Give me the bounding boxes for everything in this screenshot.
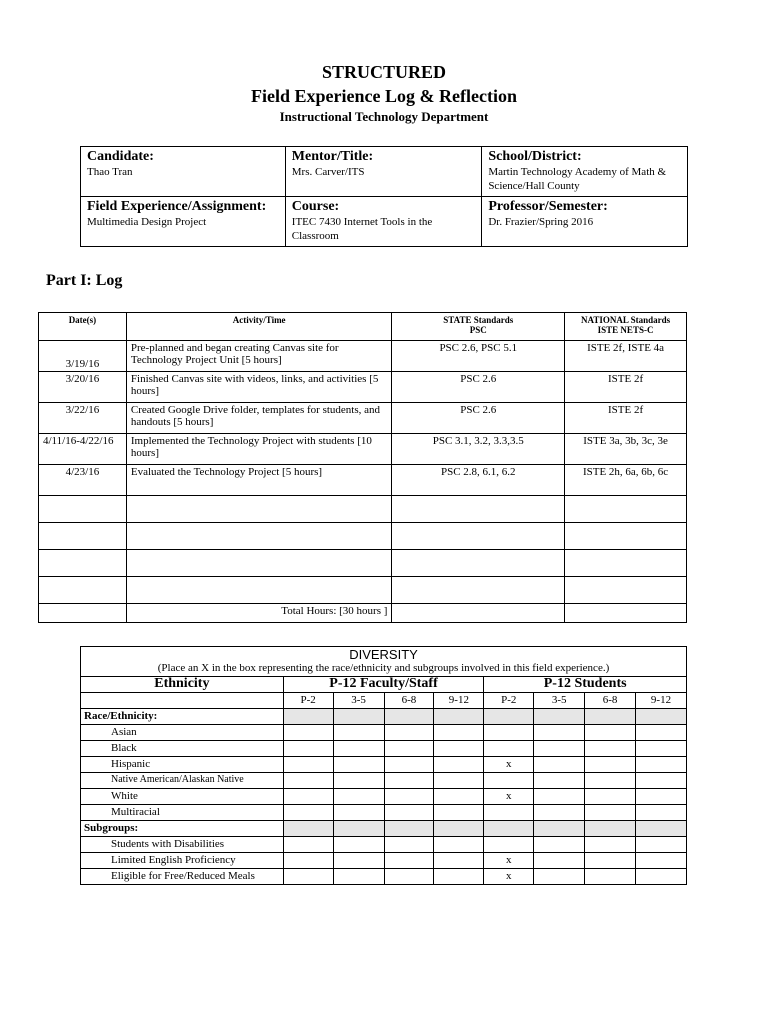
grade-header: 6-8 <box>384 693 434 709</box>
check-cell[interactable] <box>283 741 333 757</box>
diversity-row <box>81 869 687 885</box>
check-cell[interactable] <box>585 741 636 757</box>
check-cell[interactable] <box>534 789 585 805</box>
check-cell[interactable] <box>384 789 434 805</box>
log-national-standards: ISTE 2f <box>565 403 687 434</box>
race-heading-row <box>81 709 687 725</box>
check-cell[interactable]: x <box>484 853 534 869</box>
grade-header-row <box>81 693 687 709</box>
log-header-national-line1: NATIONAL Standards <box>581 315 671 325</box>
document-title: STRUCTURED <box>321 62 447 82</box>
course-cell <box>285 197 482 247</box>
check-cell[interactable] <box>333 853 384 869</box>
check-cell[interactable] <box>384 757 434 773</box>
log-state-standards: PSC 2.6 <box>392 372 565 403</box>
check-cell[interactable] <box>636 725 687 741</box>
log-empty-row <box>39 550 687 577</box>
check-cell[interactable] <box>484 773 534 789</box>
log-national-standards: ISTE 3a, 3b, 3c, 3e <box>565 434 687 465</box>
shaded-cell <box>333 709 384 725</box>
log-row <box>39 434 687 465</box>
log-national-standards: ISTE 2f <box>565 372 687 403</box>
check-cell[interactable] <box>585 805 636 821</box>
log-empty-cell <box>126 550 392 577</box>
log-empty-cell <box>126 577 392 604</box>
professor-label: Professor/Semester: <box>488 199 608 214</box>
log-empty-row <box>39 577 687 604</box>
log-empty-cell <box>126 523 392 550</box>
check-cell[interactable] <box>636 805 687 821</box>
shaded-cell <box>534 821 585 837</box>
assignment-cell <box>81 197 286 247</box>
check-cell[interactable] <box>384 725 434 741</box>
check-cell[interactable] <box>434 837 484 853</box>
check-cell[interactable] <box>636 741 687 757</box>
shaded-cell <box>384 821 434 837</box>
candidate-cell <box>81 147 286 197</box>
log-state-standards: PSC 2.8, 6.1, 6.2 <box>392 465 565 496</box>
row-label: Students with Disabilities <box>81 837 284 853</box>
check-cell[interactable] <box>636 773 687 789</box>
diversity-title: DIVERSITY <box>81 647 687 663</box>
check-cell[interactable] <box>333 757 384 773</box>
subgroups-heading: Subgroups: <box>81 821 284 837</box>
diversity-instructions: (Place an X in the box representing the race/ethnicity and subgroups involved in this field experience.) <box>81 662 687 677</box>
log-header-state <box>392 313 565 341</box>
log-activity: Created Google Drive folder, templates for students, and handouts [5 hours] <box>126 403 392 434</box>
shaded-cell <box>585 709 636 725</box>
school-label: School/District: <box>488 149 582 164</box>
shaded-cell <box>636 821 687 837</box>
check-cell[interactable] <box>585 773 636 789</box>
check-cell[interactable] <box>585 869 636 885</box>
mentor-cell <box>285 147 482 197</box>
diversity-table <box>80 646 687 885</box>
log-table <box>38 312 687 623</box>
row-label: Hispanic <box>81 757 284 773</box>
subgroups-heading-row <box>81 821 687 837</box>
check-cell[interactable] <box>283 869 333 885</box>
shaded-cell <box>636 709 687 725</box>
check-cell[interactable] <box>636 853 687 869</box>
check-cell[interactable] <box>333 869 384 885</box>
shaded-cell <box>283 821 333 837</box>
check-cell[interactable] <box>384 741 434 757</box>
log-header-national <box>565 313 687 341</box>
log-date: 4/23/16 <box>39 465 127 496</box>
check-cell[interactable] <box>484 805 534 821</box>
log-empty-cell <box>392 496 565 523</box>
row-label: Native American/Alaskan Native <box>81 773 284 789</box>
shaded-cell <box>484 709 534 725</box>
check-cell[interactable] <box>636 757 687 773</box>
diversity-row <box>81 741 687 757</box>
check-cell[interactable] <box>434 757 484 773</box>
log-empty-cell <box>565 604 687 623</box>
candidate-label: Candidate: <box>87 149 154 164</box>
check-cell[interactable] <box>333 805 384 821</box>
shaded-cell <box>283 709 333 725</box>
mentor-value: Mrs. Carver/ITS <box>291 166 365 178</box>
log-empty-cell <box>392 550 565 577</box>
log-activity: Finished Canvas site with videos, links, and activities [5 hours] <box>126 372 392 403</box>
log-state-standards: PSC 2.6 <box>392 403 565 434</box>
check-cell[interactable] <box>534 741 585 757</box>
check-cell[interactable] <box>585 837 636 853</box>
check-cell[interactable] <box>333 789 384 805</box>
log-empty-cell <box>392 577 565 604</box>
log-row <box>39 372 687 403</box>
shaded-cell <box>384 709 434 725</box>
log-activity: Implemented the Technology Project with students [10 hours] <box>126 434 392 465</box>
check-cell[interactable] <box>384 805 434 821</box>
professor-value: Dr. Frazier/Spring 2016 <box>488 216 594 228</box>
row-label: Eligible for Free/Reduced Meals <box>81 869 284 885</box>
check-cell[interactable] <box>484 837 534 853</box>
check-cell[interactable]: x <box>484 789 534 805</box>
check-cell[interactable] <box>333 837 384 853</box>
check-cell[interactable] <box>636 869 687 885</box>
grade-header-blank <box>81 693 284 709</box>
check-cell[interactable] <box>484 725 534 741</box>
check-cell[interactable] <box>534 869 585 885</box>
log-date: 3/19/16 <box>39 341 127 372</box>
check-cell[interactable] <box>283 853 333 869</box>
log-header-date: Date(s) <box>39 313 127 341</box>
department-name: Instructional Technology Department <box>279 109 489 124</box>
check-cell[interactable] <box>585 789 636 805</box>
check-cell[interactable]: x <box>484 869 534 885</box>
students-label: P-12 Students <box>484 677 687 693</box>
check-cell[interactable] <box>636 789 687 805</box>
check-cell[interactable] <box>333 725 384 741</box>
log-date: 3/20/16 <box>39 372 127 403</box>
log-row <box>39 465 687 496</box>
log-row <box>39 403 687 434</box>
faculty-label: P-12 Faculty/Staff <box>283 677 484 693</box>
grade-header: P-2 <box>484 693 534 709</box>
check-cell[interactable] <box>384 837 434 853</box>
race-heading: Race/Ethnicity: <box>81 709 284 725</box>
diversity-row <box>81 837 687 853</box>
mentor-label: Mentor/Title: <box>291 149 374 164</box>
log-activity: Evaluated the Technology Project [5 hours] <box>126 465 392 496</box>
document-subtitle: Field Experience Log & Reflection <box>251 86 517 106</box>
check-cell[interactable] <box>384 869 434 885</box>
row-label: Asian <box>81 725 284 741</box>
check-cell[interactable] <box>333 773 384 789</box>
log-row <box>39 341 687 372</box>
row-label: White <box>81 789 284 805</box>
log-empty-cell <box>565 577 687 604</box>
check-cell[interactable] <box>434 789 484 805</box>
log-empty-cell <box>565 496 687 523</box>
row-label: Black <box>81 741 284 757</box>
log-empty-cell <box>392 604 565 623</box>
school-value: Martin Technology Academy of Math & Science/Hall County <box>488 166 667 192</box>
check-cell[interactable] <box>283 837 333 853</box>
check-cell[interactable] <box>434 853 484 869</box>
check-cell[interactable] <box>434 725 484 741</box>
log-header-activity: Activity/Time <box>126 313 392 341</box>
log-empty-cell <box>39 496 127 523</box>
check-cell[interactable] <box>585 725 636 741</box>
diversity-row <box>81 773 687 789</box>
check-cell[interactable] <box>434 773 484 789</box>
log-empty-cell <box>565 523 687 550</box>
diversity-row <box>81 853 687 869</box>
log-empty-cell <box>39 577 127 604</box>
row-label: Limited English Proficiency <box>81 853 284 869</box>
shaded-cell <box>333 821 384 837</box>
diversity-row <box>81 757 687 773</box>
grade-header: 9-12 <box>636 693 687 709</box>
check-cell[interactable] <box>283 773 333 789</box>
check-cell[interactable] <box>384 853 434 869</box>
check-cell[interactable] <box>384 773 434 789</box>
assignment-value: Multimedia Design Project <box>87 216 207 228</box>
course-label: Course: <box>291 199 340 214</box>
row-label: Multiracial <box>81 805 284 821</box>
check-cell[interactable] <box>434 805 484 821</box>
assignment-label: Field Experience/Assignment: <box>87 199 267 214</box>
check-cell[interactable] <box>434 741 484 757</box>
shaded-cell <box>434 821 484 837</box>
grade-header: 9-12 <box>434 693 484 709</box>
check-cell[interactable] <box>585 757 636 773</box>
ethnicity-label: Ethnicity <box>81 677 284 693</box>
school-cell <box>482 147 688 197</box>
log-header-state-line2: PSC <box>469 325 487 335</box>
professor-cell <box>482 197 688 247</box>
check-cell[interactable] <box>636 837 687 853</box>
check-cell[interactable] <box>283 789 333 805</box>
log-date: 3/22/16 <box>39 403 127 434</box>
log-national-standards: ISTE 2h, 6a, 6b, 6c <box>565 465 687 496</box>
log-total-row <box>39 604 687 623</box>
log-header-national-line2: ISTE NETS-C <box>597 325 654 335</box>
diversity-row <box>81 789 687 805</box>
grade-header: 6-8 <box>585 693 636 709</box>
check-cell[interactable]: x <box>484 757 534 773</box>
log-empty-cell <box>39 604 127 623</box>
log-date: 4/11/16-4/22/16 <box>39 434 127 465</box>
grade-header: 3-5 <box>534 693 585 709</box>
info-table <box>80 146 688 247</box>
shaded-cell <box>434 709 484 725</box>
log-empty-cell <box>392 523 565 550</box>
check-cell[interactable] <box>434 869 484 885</box>
log-state-standards: PSC 2.6, PSC 5.1 <box>392 341 565 372</box>
check-cell[interactable] <box>484 741 534 757</box>
grade-header: 3-5 <box>333 693 384 709</box>
check-cell[interactable] <box>534 853 585 869</box>
check-cell[interactable] <box>283 805 333 821</box>
log-national-standards: ISTE 2f, ISTE 4a <box>565 341 687 372</box>
course-value: ITEC 7430 Internet Tools in the Classroom <box>291 216 433 242</box>
check-cell[interactable] <box>585 853 636 869</box>
log-empty-row <box>39 523 687 550</box>
log-header-row <box>39 313 687 341</box>
log-total-hours: Total Hours: [30 hours ] <box>126 604 392 623</box>
log-empty-cell <box>39 550 127 577</box>
candidate-value: Thao Tran <box>87 166 133 178</box>
diversity-row <box>81 805 687 821</box>
log-activity: Pre-planned and began creating Canvas site for Technology Project Unit [5 hours] <box>126 341 392 372</box>
grade-header: P-2 <box>283 693 333 709</box>
log-empty-cell <box>126 496 392 523</box>
log-state-standards: PSC 3.1, 3.2, 3.3,3.5 <box>392 434 565 465</box>
check-cell[interactable] <box>534 837 585 853</box>
shaded-cell <box>585 821 636 837</box>
part1-heading: Part I: Log <box>46 272 123 289</box>
check-cell[interactable] <box>534 757 585 773</box>
log-empty-cell <box>39 523 127 550</box>
log-header-state-line1: STATE Standards <box>443 315 514 325</box>
check-cell[interactable] <box>283 725 333 741</box>
check-cell[interactable] <box>534 773 585 789</box>
diversity-row <box>81 725 687 741</box>
check-cell[interactable] <box>283 757 333 773</box>
shaded-cell <box>534 709 585 725</box>
check-cell[interactable] <box>534 725 585 741</box>
shaded-cell <box>484 821 534 837</box>
check-cell[interactable] <box>333 741 384 757</box>
log-empty-row <box>39 496 687 523</box>
log-empty-cell <box>565 550 687 577</box>
check-cell[interactable] <box>534 805 585 821</box>
